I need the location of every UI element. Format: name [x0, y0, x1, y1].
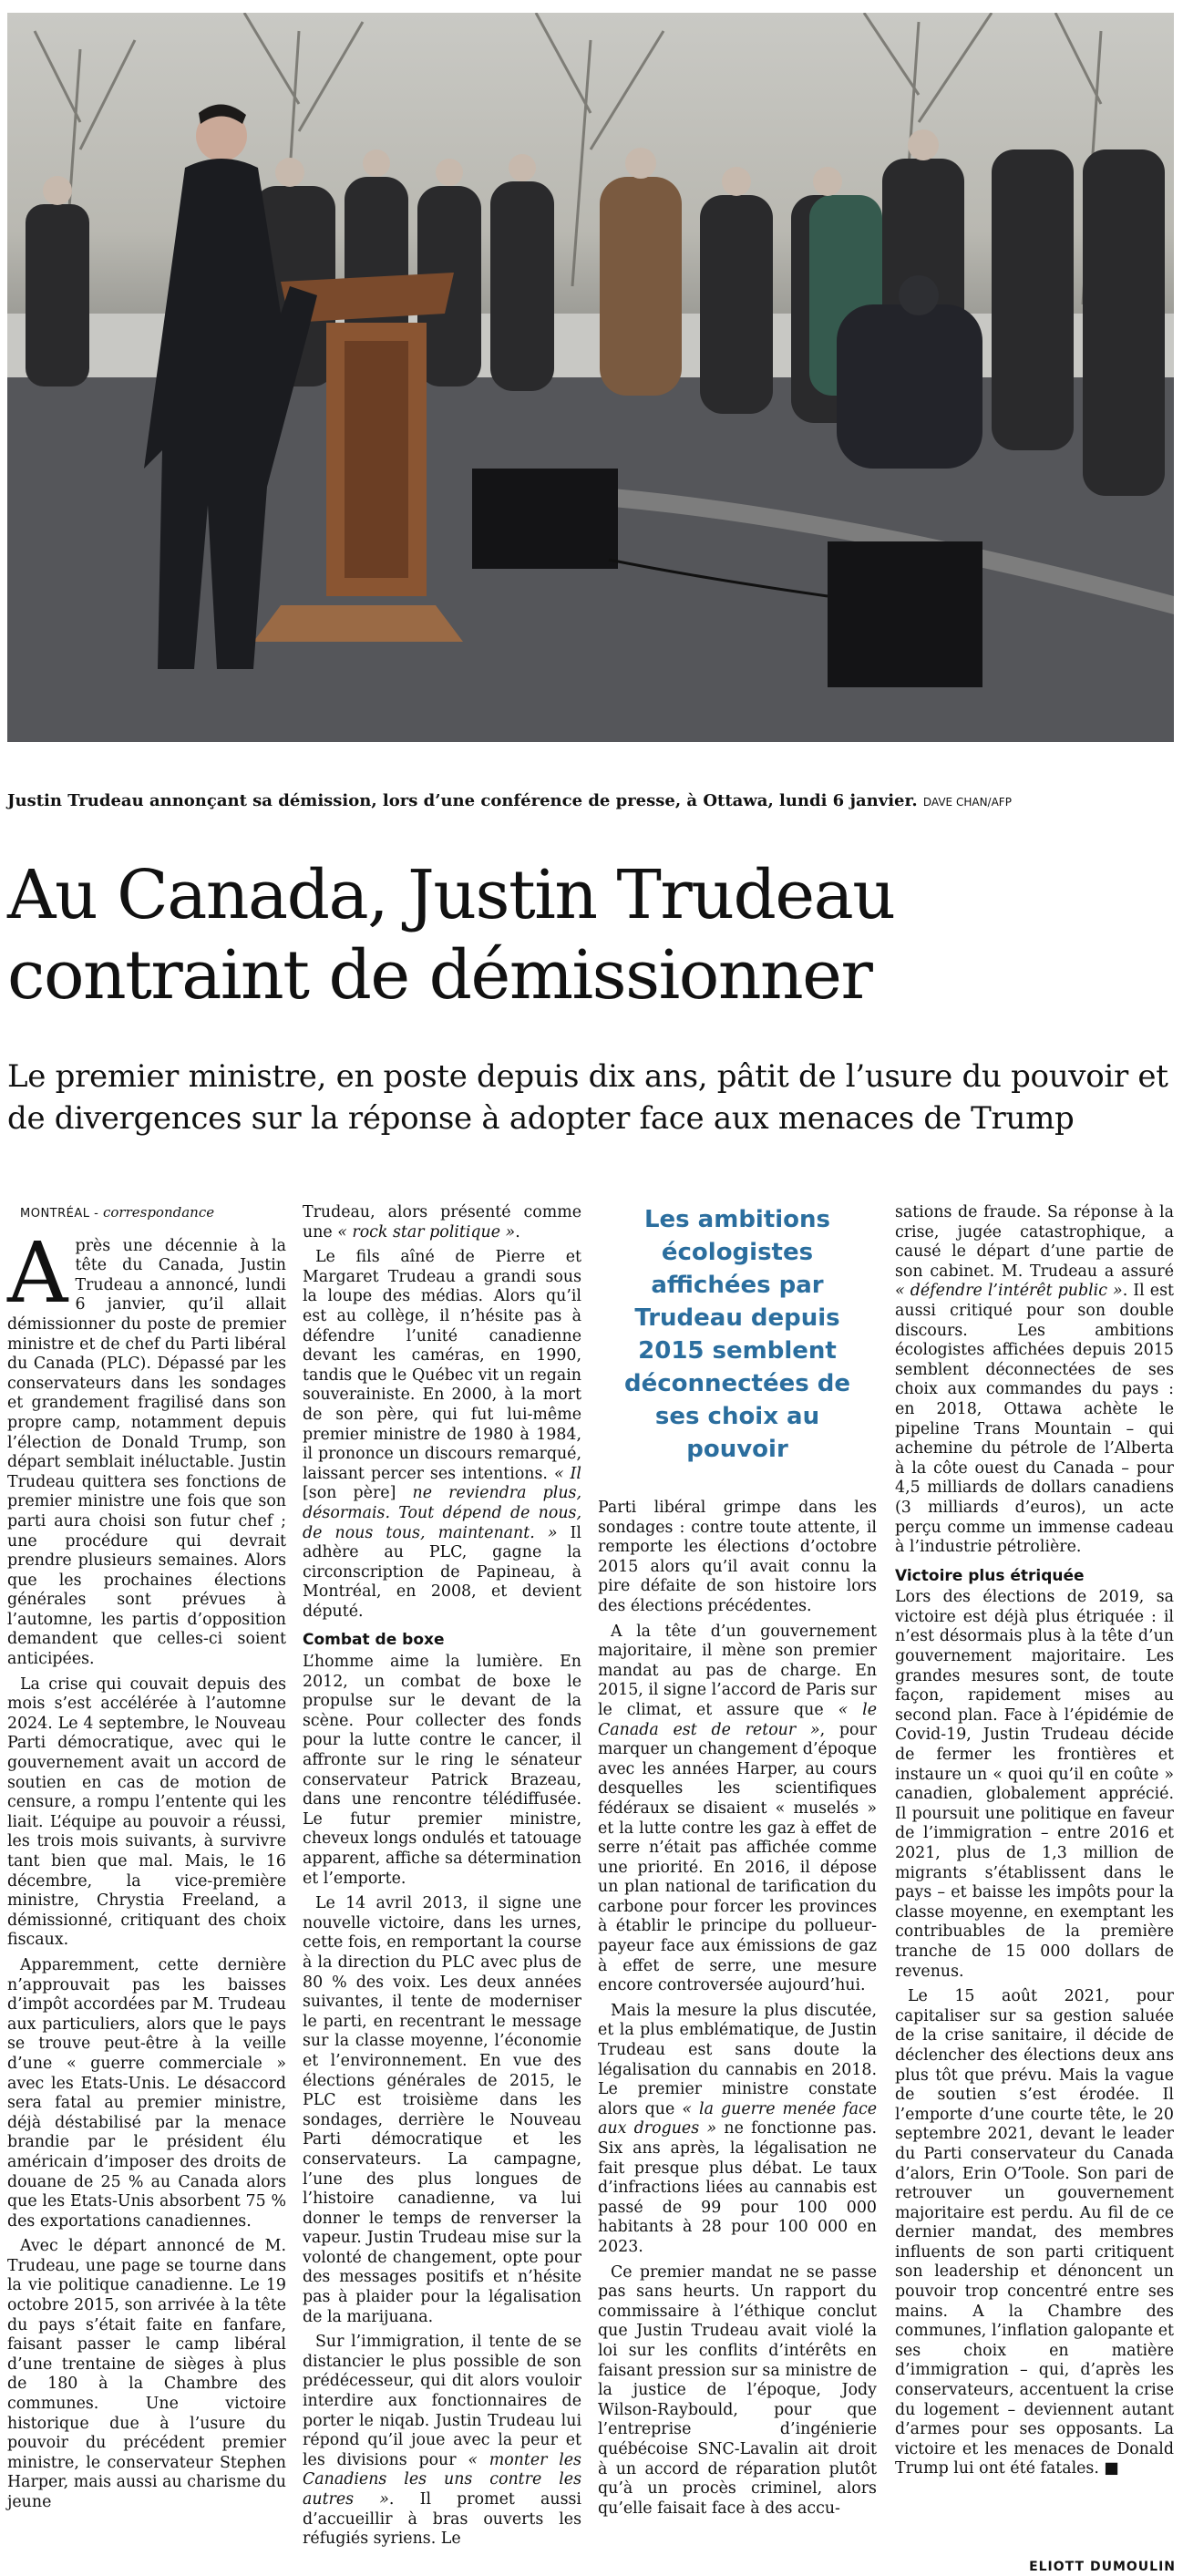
paragraph-text: [son père] — [303, 1484, 396, 1503]
paragraph: L’homme aime la lumière. En 2012, un combat de boxe le propulse sur le devant de la scène. Pour collecter des fonds pour la lutte contre le cancer, il affronte sur le ring le sénateur conservateur Patrick Brazeau, dans une rencontre télédiffusée. Le futur premier ministre, cheveux longs ondulés et tatouage apparent, affiche sa détermination et l’emporte. — [303, 1653, 581, 1888]
article-column-2 — [303, 1203, 581, 2555]
quote: « Il — [553, 1464, 581, 1483]
paragraph-text: . — [515, 1222, 520, 1242]
section-heading: Victoire plus étriquée — [895, 1566, 1085, 1585]
author-signature: ELIOTT DUMOULIN — [1029, 2560, 1176, 2574]
photo-credit: DAVE CHAN/AFP — [922, 796, 1012, 809]
paragraph: Parti libéral grimpe dans les sondages : contre toute attente, il remporte les élections d’octobre 2015 alors qu’il avait connu la pire défaite de son histoire lors des élections précédentes. — [598, 1499, 877, 1615]
paragraph-text: , pour marquer un changement d’époque avec les années Harper, au cours desquelles les scientifiques fédéraux se disaient « muselés » et la lutte contre les gaz à effet de serre n’était pas affichée comme une priorité. En 2016, il dépose un plan national de tarification du carbone pour forcer les provinces à établir le principe du pollueur-payeur face aux émissions de gaz à effet de serre, une mesure encore controversée aujourd’hui. — [598, 1720, 877, 1995]
paragraph — [598, 2002, 877, 2258]
subheadline: Le premier ministre, en poste depuis dix ans, pâtit de l’usure du pouvoir et de divergences sur la réponse à adopter face aux menaces de Trump — [7, 1058, 1168, 1137]
dateline-place: MONTRÉAL - — [20, 1207, 99, 1221]
paragraph: Avec le départ annoncé de M. Trudeau, une page se tourne dans la vie politique canadienne. Le 19 octobre 2015, son arrivée à la tête du pays s’était faite en fanfare, faisant passer le camp libéral d’une trentaine de sièges à plus de 180 à la Chambre des communes. Une victoire historique due à l’usure du pouvoir du précédent premier ministre, le conservateur Stephen Harper, mais aussi au charisme du jeune — [7, 2237, 286, 2511]
paragraph — [7, 1223, 286, 1670]
quote: « rock star politique » — [337, 1222, 516, 1242]
paragraph — [303, 1203, 581, 1242]
quote: « le Canada est de retour » — [598, 1700, 877, 1739]
paragraph-text: Mais la mesure la plus discutée, et la plus emblématique, de Justin Trudeau est sans doute la légalisation du cannabis en 2018. Le premier ministre constate alors que — [598, 2001, 877, 2118]
article-column-3 — [598, 1203, 877, 2524]
section-heading: Combat de boxe — [303, 1631, 445, 1650]
paragraph-text: . Il promet aussi d’accueillir à bras ouverts les réfugiés syriens. Le — [303, 2490, 581, 2549]
paragraph — [598, 1623, 877, 1996]
paragraph — [303, 1248, 581, 1622]
caption-text: Justin Trudeau annonçant sa démission, lors d’une conférence de presse, à Ottawa, lundi 6 janvier. — [7, 791, 918, 810]
paragraph-text: Trudeau, alors présenté comme une — [303, 1203, 581, 1242]
paragraph: Lors des élections de 2019, sa victoire est déjà plus étriquée : il n’est désormais plus à la tête d’un gouvernement majoritaire. Les grandes mesures sont, de toute façon, rapidement mises au second plan. Face à l’épidémie de Covid-19, Justin Trudeau décide de fermer les frontières et instaure un « quoi qu’il en coûte » canadien, globalement apprécié. Il poursuit une politique en faveur de l’immigration – entre 2016 et 2021, plus de 1,3 million de migrants s’établissent dans le pays – et baisse les impôts pour la classe moyenne, en exemptant les contribuables de la première tranche de 15 000 dollars de revenus. — [895, 1588, 1174, 1981]
paragraph-text: . Il est aussi critiqué pour son double discours. Les ambitions écologistes affichées depuis 2015 semblent déconnectées de ses choix aux commandes du pays : en 2018, Ottawa achète le pipeline Trans Mountain – qui achemine du pétrole de l’Alberta à la côte ouest du Canada – pour 4,5 milliards de dollars canadiens (3 milliards d’euros), un acte perçu comme un immense cadeau à l’industrie pétrolière. — [895, 1282, 1174, 1557]
photo-illustration — [7, 13, 1174, 742]
paragraph: Apparemment, cette dernière n’approuvait pas les baisses d’impôt accordées par M. Trudeau aux particuliers, alors que le pays se trouve peut-être à la veille d’une « guerre commerciale » avec les Etats-Unis. Le désaccord sera fatal au premier ministre, déjà déstabilisé par la menace brandie par le président élu américain d’imposer des droits de douane de 25 % au Canada alors que les Etats-Unis absorbent 75 % des exportations canadiennes. — [7, 1955, 286, 2231]
paragraph — [303, 2333, 581, 2550]
paragraph: La crise qui couvait depuis des mois s’est accélérée à l’automne 2024. Le 4 septembre, le Nouveau Parti démocratique, avec qui le gouvernement avait un accord de soutien en cas de motion de censure, a rompu l’entente qui les liait. L’équipe au pouvoir a réussi, les trois mois suivants, à survivre tant bien que mal. Mais, le 16 décembre, la vice-première ministre, Chrystia Freeland, a démissionné, critiquant des choix fiscaux. — [7, 1674, 286, 1950]
paragraph-text: près une décennie à la tête du Canada, Justin Trudeau a annoncé, lundi 6 janvier, qu’il allait démissionner du poste de premier ministre et de chef du Parti libéral du Canada (PLC). Dépassé par les conservateurs dans les sondages et grandement fragilisé dans son propre camp, notamment depuis l’élection de Donald Trump, son départ semblait inéluctable. Justin Trudeau quittera ses fonctions de premier ministre une fois que son parti aura choisi son futur chef ; une procédure qui devrait prendre plusieurs semaines. Alors que les prochaines élections générales sont prévues à l’automne, les partis d’opposition demandent que celles-ci soient anticipées. — [7, 1236, 286, 1669]
paragraph — [895, 1203, 1174, 1558]
quote: ne reviendra plus, désormais. Tout dépend de nous, de nous tous, maintenant. » — [303, 1484, 581, 1542]
paragraph-text: sations de fraude. Sa réponse à la crise, jugée catastrophique, a causé le départ d’une partie de son cabinet. M. Trudeau a assuré — [895, 1203, 1174, 1281]
article-column-4 — [895, 1203, 1174, 2485]
paragraph-text: A la tête d’un gouvernement majoritaire, il mène son premier mandat au pas de charge. En 2015, il signe l’accord de Paris sur le climat, et assure que — [598, 1622, 877, 1719]
dateline-role: correspondance — [102, 1204, 215, 1221]
quote: « monter les Canadiens les uns contre les autres » — [303, 2450, 581, 2509]
quote: « défendre l’intérêt public » — [895, 1282, 1123, 1301]
headline: Au Canada, Justin Trudeau contraint de démissionner — [7, 856, 895, 1015]
paragraph-text: ne fonctionne pas. Six ans après, la légalisation ne fait presque plus débat. Le taux d’infractions liées au cannabis est passé de 99 pour 100 000 habitants à 28 pour 100 000 en 2023. — [598, 2119, 877, 2256]
paragraph: Le 15 août 2021, pour capitaliser sur sa gestion saluée de la crise sanitaire, il décide de déclencher des élections deux ans plus tôt que prévu. Mais la vague de soutien s’est érodée. Il l’emporte d’une courte tête, le 20 septembre 2021, devant le leader du Parti conservateur du Canada d’alors, Erin O’Toole. Son pari de retrouver un gouvernement majoritaire est perdu. Au fil de ce dernier mandat, des membres influents de son parti critiquent son leadership et dénoncent un pouvoir trop concentré entre ses mains. A la Chambre des communes, l’inflation galopante et ses choix en matière d’immigration – qui, d’après les conservateurs, accentuent la crise du logement – deviennent autant d’armes pour ses opposants. La victoire et les menaces de Donald Trump lui ont été fatales. ■ — [895, 1987, 1174, 2478]
paragraph: Le 14 avril 2013, il signe une nouvelle victoire, dans les urnes, cette fois, en remportant la course à la direction du PLC avec plus de 80 % des voix. Les deux années suivantes, il tente de moderniser le parti, en recentrant le message sur la classe moyenne, l’économie et l’environnement. En vue des élections générales de 2015, le PLC est troisième dans les sondages, derrière le Nouveau Parti démocratique et les conservateurs. La campagne, l’une des plus longues de l’histoire canadienne, va lui donner le temps de renverser la vapeur. Justin Trudeau mise sur la volonté de changement, opte pour des messages positifs et n’hésite pas à plaider pour la légalisation de la marijuana. — [303, 1894, 581, 2326]
quote: « la guerre menée face aux drogues » — [598, 2099, 877, 2138]
press-conference-photo — [7, 13, 1174, 742]
photo-caption — [7, 791, 1176, 812]
article-column-1 — [7, 1203, 286, 2519]
drop-cap: A — [7, 1223, 68, 1322]
paragraph: Ce premier mandat ne se passe pas sans heurts. Un rapport du commissaire à l’éthique conclut que Justin Trudeau avait violé la loi sur les conflits d’intérêts en faisant pression sur sa ministre de la justice de l’époque, Jody Wilson-Raybould, pour que l’entreprise d’ingénierie québécoise SNC-Lavalin ait droit à un accord de réparation plutôt qu’à un procès criminel, alors qu’elle faisait face à des accu- — [598, 2262, 877, 2518]
paragraph-text: Il adhère au PLC, gagne la circonscription de Papineau, à Montréal, en 2008, et devient député. — [303, 1523, 581, 1621]
paragraph-text: Le fils aîné de Pierre et Margaret Trudeau a grandi sous la loupe des médias. Alors qu’il est au collège, il n’hésite pas à défendre l’unité canadienne devant les caméras, en 1990, tandis que le Québec vit un regain souverainiste. En 2000, à la mort de son père, qui fut lui-même premier ministre de 1980 à 1984, il prononce un discours remarqué, laissant percer ses intentions. — [303, 1248, 581, 1483]
paragraph-text: Sur l’immigration, il tente de se distancier le plus possible de son prédécesseur, qui dit alors vouloir interdire aux fonctionnaires de porter le niqab. Justin Trudeau lui répond qu’il joue avec la peur et les divisions pour — [303, 2333, 581, 2469]
dateline — [7, 1203, 286, 1224]
pull-quote: Les ambitions écologistes affichées par Trudeau depuis 2015 semblent déconnectées de ses choix au pouvoir — [623, 1206, 851, 1463]
